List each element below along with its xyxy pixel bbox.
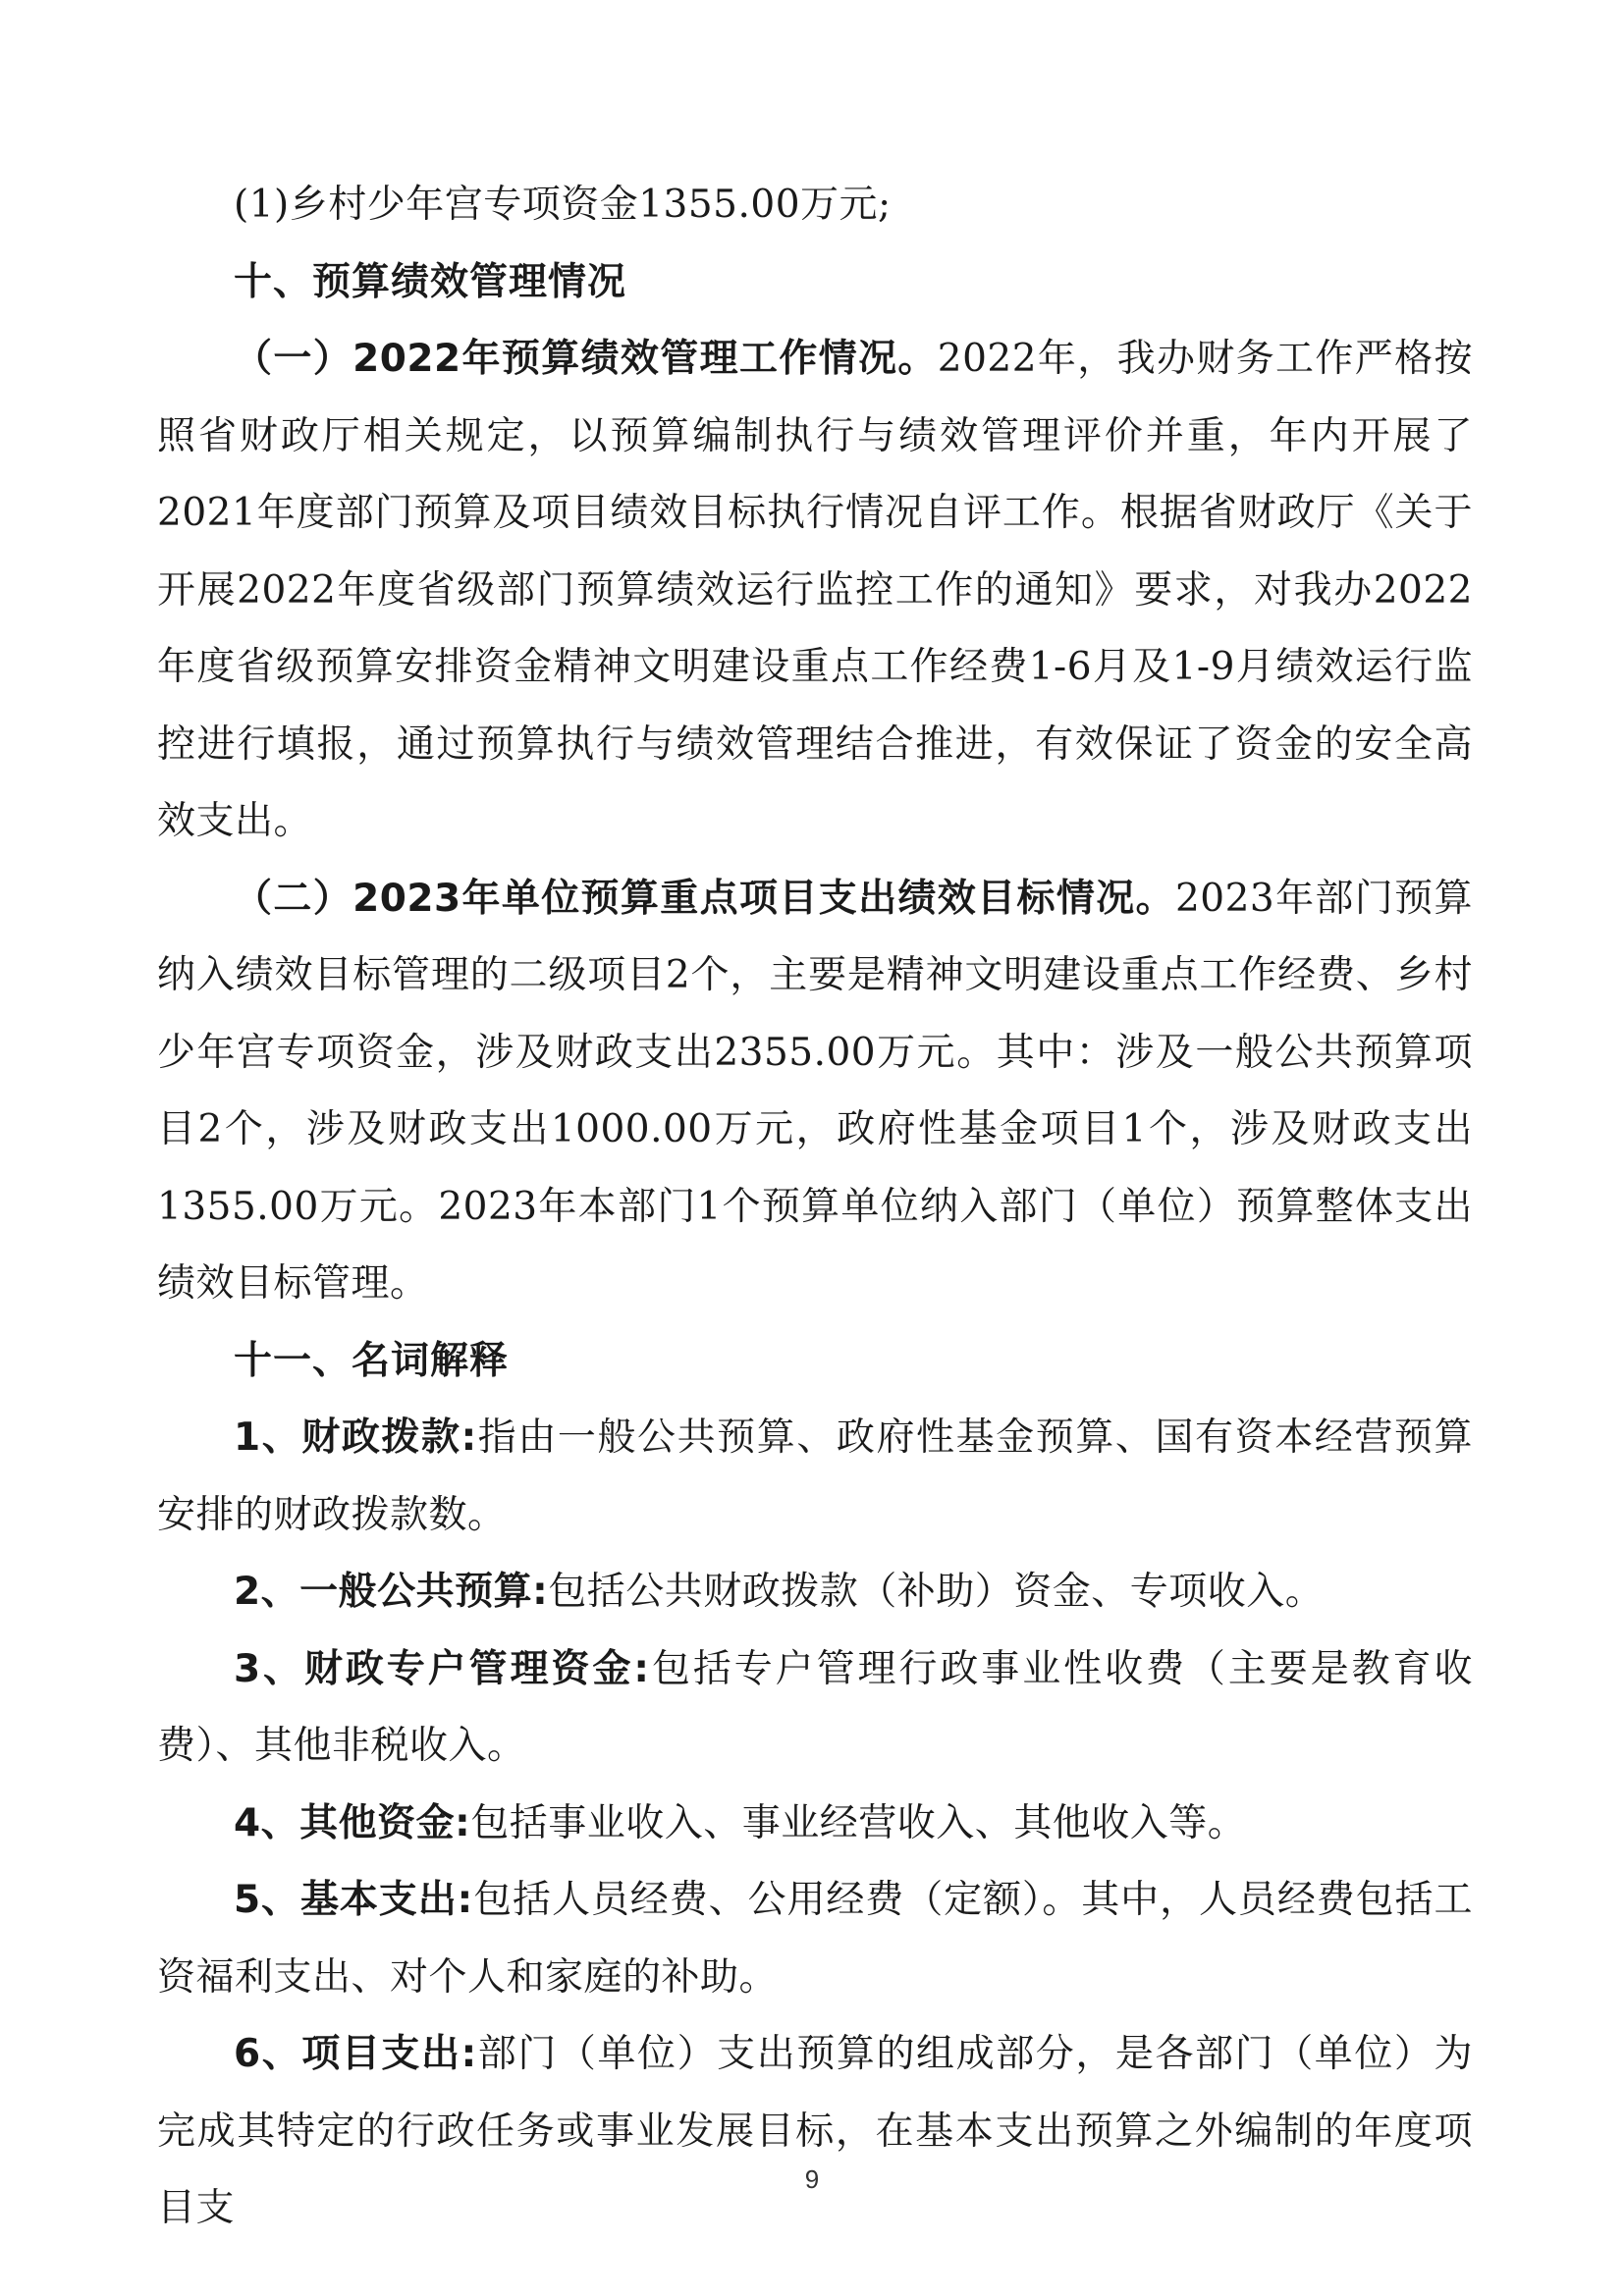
- paragraph-0: [157, 167, 1473, 244]
- term-4-lead: 4、其他资金:: [234, 1800, 471, 1845]
- term-5-lead: 5、基本支出:: [234, 1878, 473, 1922]
- term-2: [157, 1554, 1473, 1631]
- term-5: [157, 1862, 1473, 2016]
- term-6: [157, 2016, 1473, 2248]
- term-1-lead: 1、财政拨款:: [234, 1415, 477, 1460]
- paragraph-2-text: 2022年，我办财务工作严格按照省财政厅相关规定，以预算编制执行与绩效管理评价并重，年内开展了2021年度部门预算及项目绩效目标执行情况自评工作。根据省财政厅《关于开展2022年度省级部门预算绩效运行监控工作的通知》要求，对我办2022年度省级预算安排资金精神文明建设重点工作经费1-6月及1-9月绩效运行监控进行填报，通过预算执行与绩效管理结合推进，有效保证了资金的安全高效支出。: [157, 337, 1473, 843]
- term-5-text: 包括人员经费、公用经费（定额）。其中，人员经费包括工资福利支出、对个人和家庭的补助。: [157, 1878, 1473, 2000]
- term-2-text: 包括公共财政拨款（补助）资金、专项收入。: [548, 1570, 1325, 1614]
- paragraph-3-lead: （二）2023年单位预算重点项目支出绩效目标情况。: [234, 876, 1175, 921]
- page-number: 9: [804, 2164, 820, 2194]
- term-6-lead: 6、项目支出:: [234, 2032, 477, 2076]
- term-4: [157, 1786, 1473, 1863]
- term-4-text: 包括事业收入、事业经营收入、其他收入等。: [470, 1800, 1247, 1845]
- term-6-text: 部门（单位）支出预算的组成部分，是各部门（单位）为完成其特定的行政任务或事业发展目标，在基本支出预算之外编制的年度项目支: [157, 2032, 1473, 2230]
- section-heading-10: 十、预算绩效管理情况: [234, 259, 627, 304]
- paragraph-2-lead: （一）2022年预算绩效管理工作情况。: [234, 337, 938, 381]
- paragraph-3-text: 2023年部门预算纳入绩效目标管理的二级项目2个，主要是精神文明建设重点工作经费、乡村少年宫专项资金，涉及财政支出2355.00万元。其中：涉及一般公共预算项目2个，涉及财政支出1000.00万元，政府性基金项目1个，涉及财政支出1355.00万元。2023年本部门1个预算单位纳入部门（单位）预算整体支出绩效目标管理。: [157, 876, 1473, 1306]
- term-3-text: 包括专户管理行政事业性收费（主要是教育收费）、其他非税收入。: [157, 1646, 1473, 1768]
- term-3: [157, 1631, 1473, 1786]
- paragraph-0-text: (1)乡村少年宫专项资金1355.00万元;: [234, 183, 892, 227]
- term-3-lead: 3、财政专户管理资金:: [234, 1646, 650, 1691]
- paragraph-3: [157, 861, 1473, 1323]
- document-body: [157, 167, 1473, 2248]
- paragraph-2: [157, 321, 1473, 861]
- term-1-text: 指由一般公共预算、政府性基金预算、国有资本经营预算安排的财政拨款数。: [157, 1415, 1473, 1537]
- term-2-lead: 2、一般公共预算:: [234, 1570, 549, 1614]
- section-heading-11: 十一、名词解释: [234, 1338, 510, 1383]
- term-1: [157, 1400, 1473, 1554]
